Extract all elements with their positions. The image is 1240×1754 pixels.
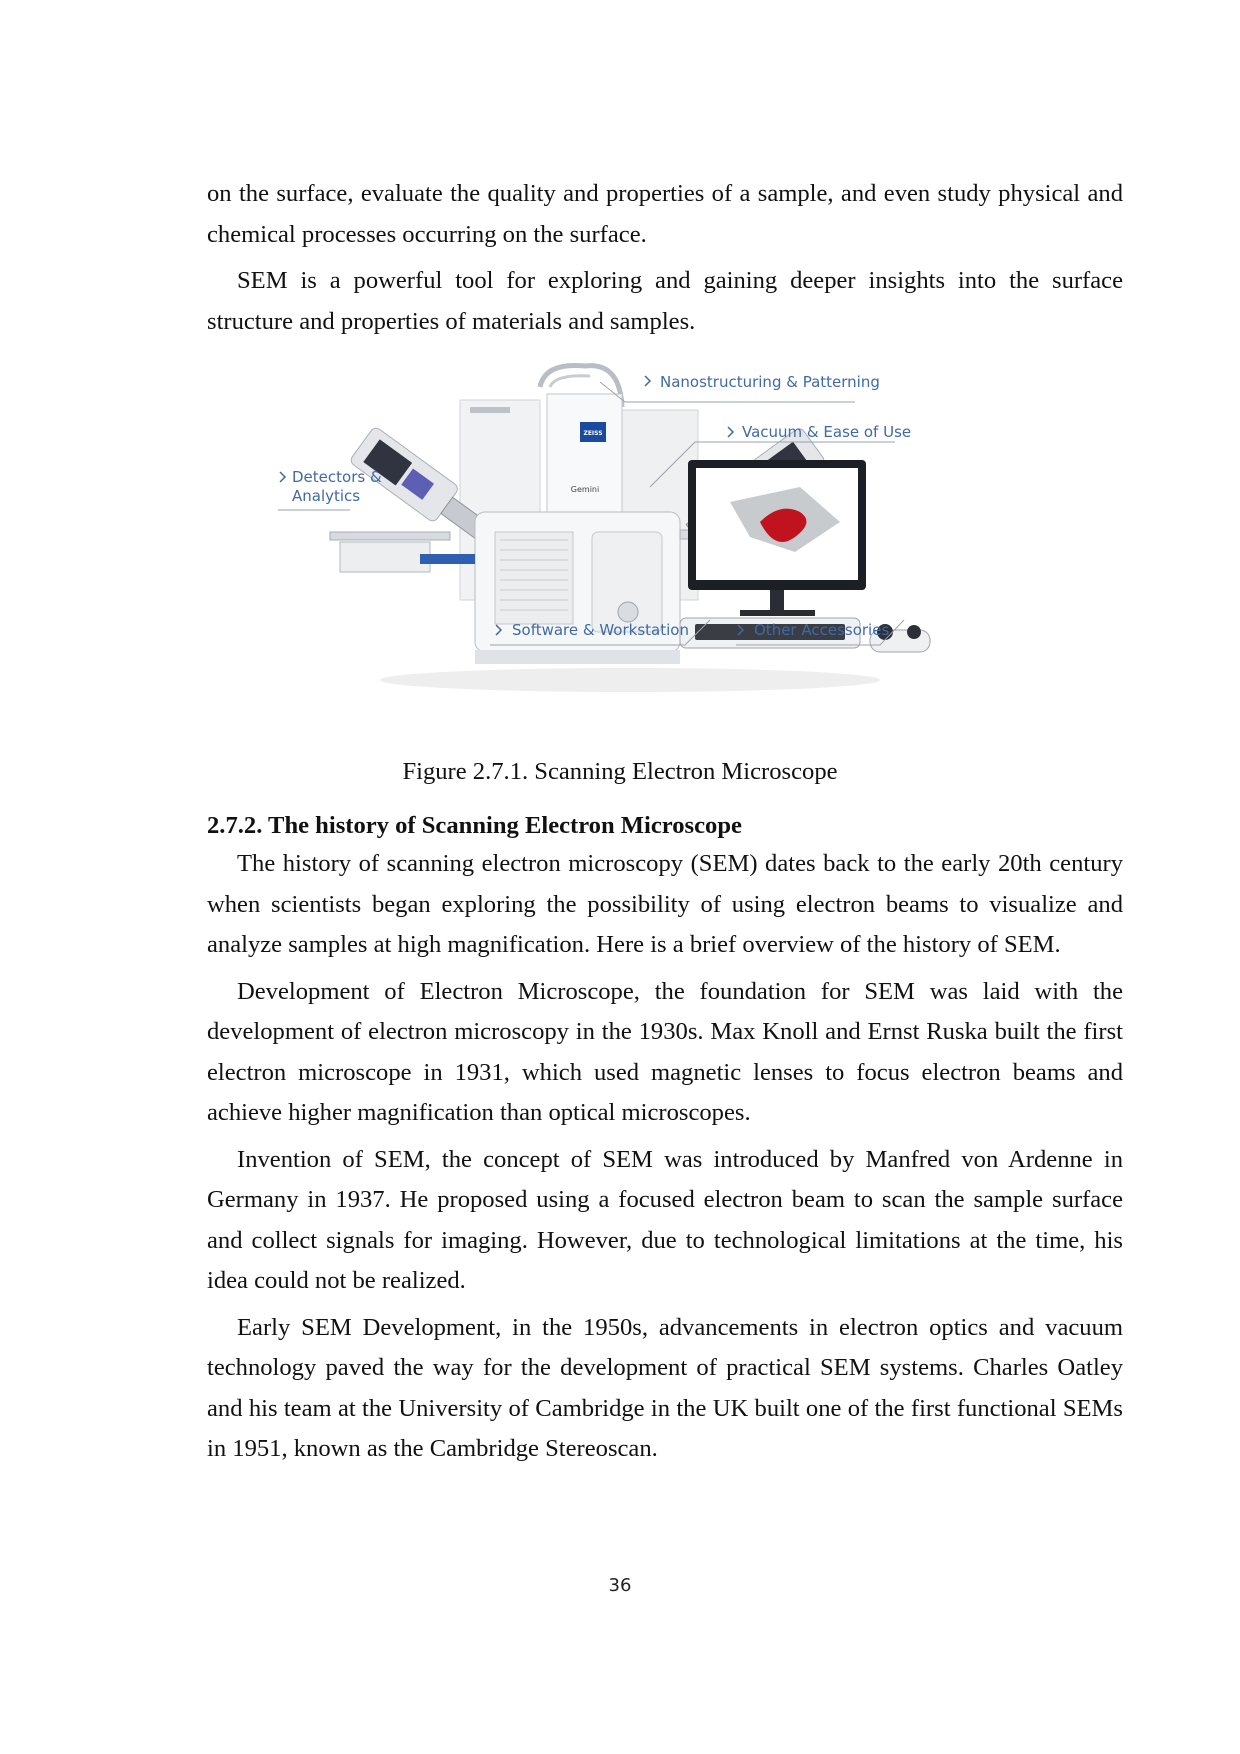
intro-text-2: SEM is a powerful tool for exploring and gaining deeper insights into the surface structure and properties of materials and samples. [207,267,1123,335]
history-paragraph-1: The history of scanning electron microscopy (SEM) dates back to the early 20th century when scientists began exploring the possibility of using electron beams to visualize and analyze samples at high magnification. Here is a brief overview of the history of SEM. [207,850,1123,958]
callout-nano-label: Nanostructuring & Patterning [660,373,880,391]
history-paragraph-2: Development of Electron Microscope, the foundation for SEM was laid with the development of electron microscopy in the 1930s. Max Knoll and Ernst Ruska built the first electron microscope in 1931, which used magnetic lenses to focus electron beams and achieve higher magnification than optical microscopes. [207,977,1123,1126]
sem-illustration [292,362,1040,722]
section-heading: 2.7.2. The history of Scanning Electron Microscope [207,812,742,839]
callout-detectors [278,468,382,510]
callout-accessories-label: Other Accessories [754,621,890,639]
callout-software-label: Software & Workstation [512,621,689,639]
figure-caption: Figure 2.7.1. Scanning Electron Microscope [402,758,838,785]
callout-detectors-label-1: Detectors & [292,468,382,486]
history-section [207,844,1123,1476]
gemini-label: Gemini [570,485,600,494]
sem-figure [292,362,1040,722]
history-paragraph-3: Invention of SEM, the concept of SEM was introduced by Manfred von Ardenne in Germany in 1937. He proposed using a focused electron beam to scan the sample surface and collect signals for imaging. However, due to technological limitations at the time, his idea could not be realized. [207,1145,1123,1294]
zeiss-logo-text: ZEISS [583,430,603,437]
intro-paragraph-1 [207,174,1123,255]
callout-detectors-label-2: Analytics [292,487,361,505]
page-number: 36 [608,1575,632,1596]
callout-nano [600,373,880,402]
intro-text-1: on the surface, evaluate the quality and properties of a sample, and even study physical and chemical processes occurring on the surface. [207,180,1123,248]
callout-vacuum-label: Vacuum & Ease of Use [742,423,912,441]
history-paragraph-4: Early SEM Development, in the 1950s, advancements in electron optics and vacuum technology paved the way for the development of practical SEM systems. Charles Oatley and his team at the University of Cambridge in the UK built one of the first functional SEMs in 1951, known as the Cambridge Stereoscan. [207,1313,1123,1462]
intro-paragraph-2 [207,261,1123,342]
